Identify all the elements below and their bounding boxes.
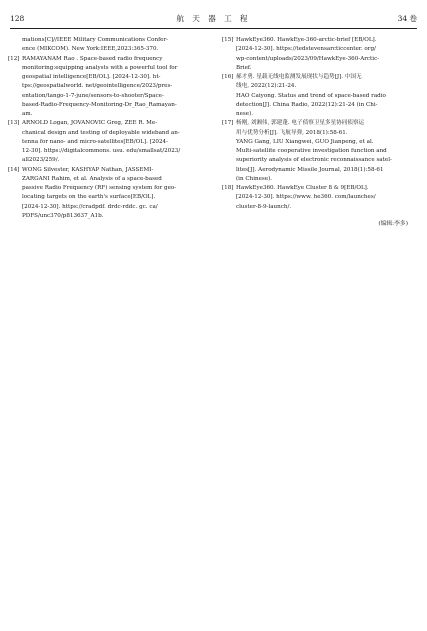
reference-entry (222, 119, 418, 184)
reference-line: entation/tango-1-7-june/sensors-to-shooter/Space- (22, 92, 164, 99)
right-column (222, 36, 418, 229)
reference-line: RAMAYANAM Rao . Space-based radio frequency (22, 55, 163, 62)
reference-number: [14] (8, 166, 20, 173)
reference-entry (8, 36, 206, 55)
reference-number: [12] (8, 55, 20, 62)
reference-line: passive Radio Frequency (RF) sensing system for geo- (22, 185, 177, 191)
reference-line: superiority analysis of electronic reconnaissance satel- (236, 157, 392, 164)
reference-line: lites[J]. Aerodynamic Missile Journal, 2018(1):58-61 (236, 166, 384, 173)
reference-line: WONG Silvester, KASHYAP Nathan, JASSEMI- (22, 166, 154, 173)
reference-line: cluster-8-9-launch/. (236, 203, 292, 210)
reference-line: tps://geospatialworld. net/geointelligence/2023/pres- (22, 83, 173, 90)
reference-line: ZARGANI Rahim, et al. Analysis of a space-based (22, 175, 162, 182)
reference-line: HAO Caiyong. Status and trend of space-based radio (236, 92, 386, 99)
reference-number: [17] (222, 120, 234, 127)
editor-note: (编辑:李多) (378, 220, 408, 227)
reference-line: 线电, 2022(12):21-24. (236, 83, 297, 90)
reference-line: Multi-satellite cooperative investigation function and (236, 148, 387, 154)
reference-line: [2024-12-30]. https://cradpdf. drdc-rddc. gc. ca/ (22, 203, 158, 210)
reference-line: 12-30]. https://digitalcommons. usu. edu/smallsat/2023/ (22, 148, 181, 154)
reference-number: [18] (222, 185, 234, 191)
reference-line: am. (22, 111, 33, 117)
reference-line: HawkEye360. HawkEye-360-arctic-brief [EB/OL]. (236, 37, 377, 43)
volume-label: 34 卷 (397, 14, 417, 23)
journal-title: 航 天 器 工 程 (176, 14, 251, 23)
reference-line: chanical design and testing of deployable wideband an- (22, 129, 180, 136)
reference-line: [2024-12-30]. https://www. he360. com/launches/ (236, 194, 376, 201)
running-header (10, 12, 417, 29)
reference-entry (8, 119, 206, 165)
reference-line: YANG Gang, LIU Xiangwei, GUO Jianpeng, et al. (236, 138, 374, 145)
reference-entry (8, 55, 206, 120)
reference-line: wp-content/uploads/2023/09/HawkEye-360-Arctic- (236, 55, 380, 62)
reference-line: 用与优势分析[J]. 飞航导弹, 2018(1):58-61. (236, 129, 348, 136)
reference-line: all2023/259/. (22, 157, 60, 164)
reference-line: ARNOLD Logan, JOVANOVIC Greg, ZEE R. Me- (22, 120, 158, 127)
reference-line: nese). (236, 111, 254, 117)
left-column (8, 36, 206, 221)
reference-line: 杨刚, 刘湘伟, 郭建蓬. 电子侦察卫星多星协同侦察运 (236, 120, 365, 127)
reference-line: HawkEye360. HawkEye Cluster 8 & 9[EB/OL]. (236, 185, 369, 191)
reference-line: 郝才勇. 星载无线电监测发展现状与趋势[J]. 中国无 (236, 74, 362, 80)
reference-line: monitoring:equipping analysts with a powerful tool for (22, 64, 178, 71)
reference-line: Brief. (236, 64, 252, 71)
reference-entry (222, 73, 418, 119)
page-number: 128 (10, 14, 25, 23)
reference-line: [2024-12-30]. https://tedstevensarcticcenter. org/ (236, 46, 376, 53)
reference-line: ence (MIKCOM). New York:IEEE,2023:365-370. (22, 46, 159, 53)
reference-line: detection[J]. China Radio, 2022(12):21-24 (in Chi- (236, 101, 378, 108)
reference-line: locating targets on the earth's surface[EB/OL]. (22, 194, 156, 201)
reference-entry (222, 184, 418, 212)
reference-line: geospatial intelligence[EB/OL]. [2024-12-30]. ht- (22, 74, 161, 80)
reference-line: mations[C]//IEEE Military Communications Confer- (22, 37, 169, 43)
reference-line: based-Radio-Frequency-Monitoring-Dr_Rao_Ramayan- (22, 101, 177, 108)
reference-line: tenna for nano- and micro-satellites[EB/OL]. [2024- (22, 138, 168, 145)
reference-number: [16] (222, 74, 234, 80)
reference-entry (8, 166, 206, 222)
reference-line: PDFS/unc370/p813637_A1b. (22, 212, 104, 219)
reference-line: (in Chinese). (236, 175, 273, 182)
reference-number: [15] (222, 37, 234, 43)
reference-number: [13] (8, 120, 20, 127)
reference-entry (222, 36, 418, 73)
